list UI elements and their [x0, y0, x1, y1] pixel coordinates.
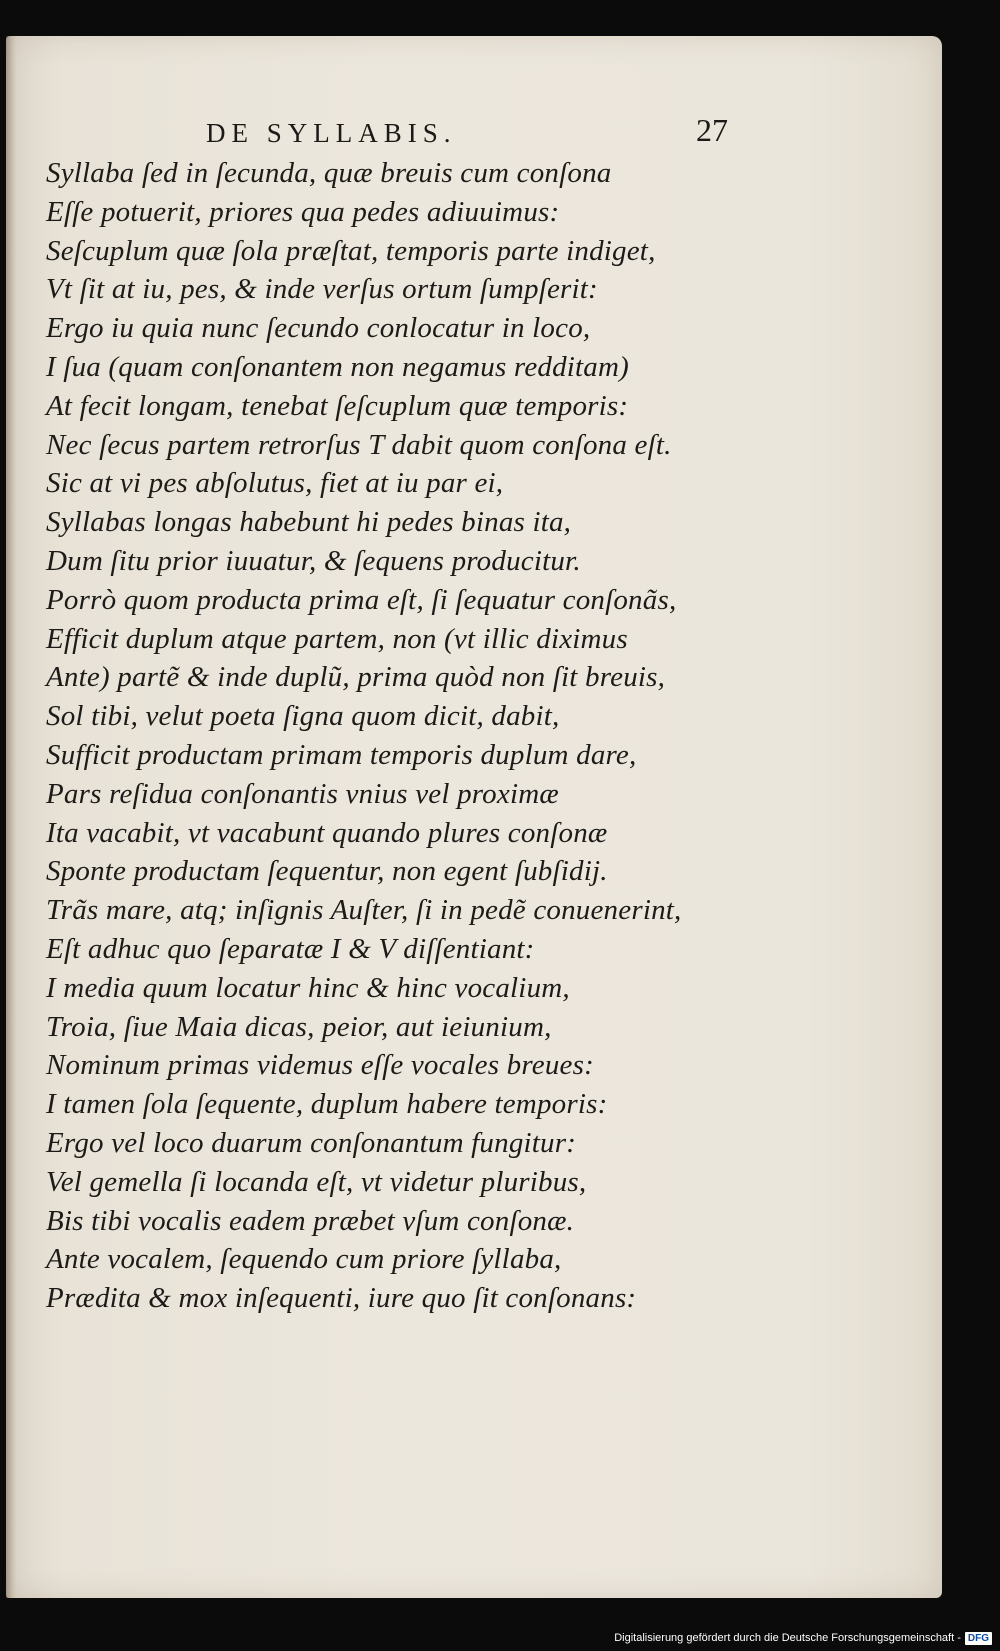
verse-line: Eſſe potuerit, priores qua pedes adiuuimus: — [46, 195, 560, 228]
verse-line: I media quum locatur hinc & hinc vocalium, — [46, 971, 570, 1004]
verse-line: Ergo iu quia nunc ſecundo conlocatur in loco, — [46, 312, 591, 345]
verse-line: Vel gemella ſi locanda eſt, vt videtur pluribus, — [46, 1165, 587, 1198]
verse-line: Ante vocalem, ſequendo cum priore ſyllaba, — [46, 1243, 562, 1276]
verse-line: I ſua (quam conſonantem non negamus redditam) — [46, 350, 630, 383]
verse-line: Vt ſit at iu, pes, & inde verſus ortum ſumpſerit: — [46, 273, 598, 306]
verse-line: At fecit longam, tenebat ſeſcuplum quæ temporis: — [46, 389, 629, 422]
running-head: DE SYLLABIS. — [206, 118, 457, 148]
verse-line: Ita vacabit, vt vacabunt quando plures conſonæ — [46, 816, 608, 849]
verse-line: Nec ſecus partem retrorſus T dabit quom conſona eſt. — [46, 428, 672, 461]
verse-line: Efficit duplum atque partem, non (vt illic diximus — [46, 622, 628, 655]
verse-line: Prædita & mox inſequenti, iure quo ſit conſonans: — [46, 1282, 637, 1315]
verse-line: Sol tibi, velut poeta ſigna quom dicit, dabit, — [46, 700, 560, 733]
verse-line: Troia, ſiue Maia dicas, peior, aut ieiunium, — [46, 1010, 552, 1043]
verse-line: Pars reſidua conſonantis vnius vel proximæ — [46, 777, 559, 810]
page-gutter-shadow — [6, 36, 16, 1598]
verse-line: Ante) partẽ & inde duplũ, prima quòd non ſit breuis, — [46, 661, 666, 694]
dfg-logo-icon: DFG — [965, 1632, 992, 1645]
book-page — [6, 36, 942, 1598]
verse-line: Sic at vi pes abſolutus, fiet at iu par ei, — [46, 467, 504, 500]
page-number: 27 — [696, 112, 728, 148]
verse-line: Ergo vel loco duarum conſonantum fungitur: — [46, 1126, 577, 1159]
verse-line: Sufficit productam primam temporis duplum dare, — [46, 738, 637, 771]
verse-line: Dum ſitu prior iuuatur, & ſequens producitur. — [46, 544, 581, 577]
verse-line: Syllabas longas habebunt hi pedes binas ita, — [46, 506, 572, 539]
verse-line: Sponte productam ſequentur, non egent ſubſidij. — [46, 855, 608, 888]
verse-line: Seſcuplum quæ ſola præſtat, temporis parte indiget, — [46, 234, 656, 267]
verse-text-block — [46, 154, 746, 1318]
verse-line: Eſt adhuc quo ſeparatæ I & V diſſentiant: — [46, 932, 535, 965]
verse-line: Syllaba ſed in ſecunda, quæ breuis cum conſona — [46, 157, 612, 189]
verse-line: Bis tibi vocalis eadem præbet vſum conſonæ. — [46, 1204, 575, 1237]
verse-line: Porrò quom producta prima eſt, ſi ſequatur conſonãs, — [46, 583, 677, 616]
verse-line: I tamen ſola ſequente, duplum habere temporis: — [46, 1088, 608, 1121]
credit-text: Digitalisierung gefördert durch die Deutsche Forschungsgemeinschaft - — [614, 1632, 961, 1644]
digitization-credit — [614, 1630, 992, 1646]
verse-line: Nominum primas videmus eſſe vocales breues: — [46, 1049, 594, 1082]
verse-line: Trãs mare, atq; inſignis Auſter, ſi in pedẽ conuenerint, — [46, 894, 682, 927]
